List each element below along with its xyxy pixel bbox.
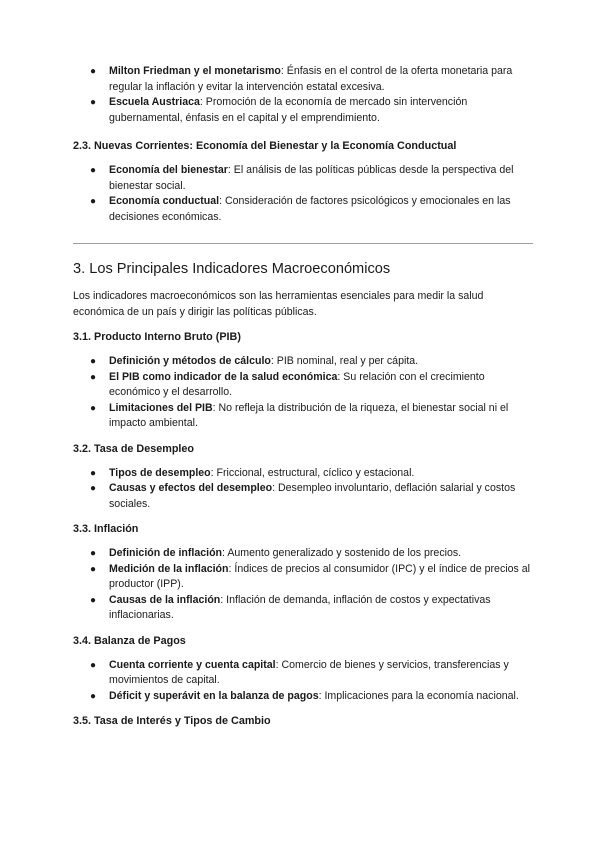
bullet-icon: ● <box>90 165 97 176</box>
item-term: Definición y métodos de cálculo <box>109 355 271 367</box>
item-term: Limitaciones del PIB <box>109 401 213 414</box>
item-text: : Aumento generalizado y sostenido de los precios. <box>222 547 462 559</box>
subsection-heading-3-1: 3.1. Producto Interno Bruto (PIB) <box>73 331 241 343</box>
list-item <box>73 593 533 624</box>
item-text: : No refleja la distribución de la riqueza, el bienestar social ni el impacto ambiental. <box>109 401 509 429</box>
item-term: Economía conductual <box>109 195 220 207</box>
item-term: Escuela Austriaca <box>109 96 200 108</box>
item-text: : Consideración de factores psicológicos y emocionales en las decisiones económicas. <box>109 195 511 223</box>
bullet-icon: ● <box>90 371 97 383</box>
section-intro: Los indicadores macroeconómicos son las herramientas esenciales para medir la salud económica de un país y dirigir las políticas públicas. <box>73 290 484 318</box>
bullet-icon: ● <box>90 548 97 559</box>
item-text: : Promoción de la economía de mercado sin intervención gubernamental, énfasis en el capital y el emprendimiento. <box>109 96 468 124</box>
item-text: : Implicaciones para la economía nacional. <box>318 689 519 702</box>
item-term: Milton Friedman y el monetarismo <box>109 65 281 77</box>
subsection-heading-3-2: 3.2. Tasa de Desempleo <box>73 442 195 455</box>
bullet-icon: ● <box>90 563 97 575</box>
item-term: Medición de la inflación <box>109 562 229 575</box>
list-item <box>73 481 533 512</box>
bullet-icon: ● <box>90 356 97 367</box>
list-item <box>73 354 533 370</box>
bullet-icon: ● <box>90 66 97 77</box>
bullet-icon: ● <box>90 690 97 702</box>
item-text: : Desempleo involuntario, deflación salarial y costos sociales. <box>109 482 516 510</box>
subsection-3-1-list <box>73 354 533 432</box>
subsection-3-3-list <box>73 546 533 624</box>
item-term: Cuenta corriente y cuenta capital <box>109 658 276 671</box>
item-term: Definición de inflación <box>109 547 223 559</box>
subsection-3-2-list <box>73 466 533 513</box>
list-item <box>73 401 533 432</box>
item-term: El PIB como indicador de la salud económica <box>109 370 338 383</box>
section-heading-2-3: 2.3. Nuevas Corrientes: Economía del Bienestar y la Economía Conductual <box>73 140 457 152</box>
item-text: : Énfasis en el control de la oferta monetaria para regular la inflación y evitar la intervención estatal excesiva. <box>109 65 513 93</box>
list-item <box>73 689 533 705</box>
item-term: Causas de la inflación <box>109 593 221 606</box>
bullet-icon: ● <box>90 97 97 108</box>
bullet-icon: ● <box>90 467 97 479</box>
list-item <box>73 194 533 225</box>
item-text: : Inflación de demanda, inflación de costos y expectativas inflacionarias. <box>109 593 491 621</box>
item-text: : El análisis de las políticas públicas desde la perspectiva del bienestar social. <box>109 164 514 192</box>
item-text: : Su relación con el crecimiento económico y el desarrollo. <box>109 370 485 398</box>
subsection-heading-3-5: 3.5. Tasa de Interés y Tipos de Cambio <box>73 715 271 727</box>
subsection-heading-3-3: 3.3. Inflación <box>73 523 139 535</box>
list-item <box>73 546 533 562</box>
list-item <box>73 95 533 126</box>
bullet-icon: ● <box>90 402 97 414</box>
list-item <box>73 466 533 482</box>
top-list <box>73 64 533 126</box>
list-item <box>73 370 533 401</box>
bullet-icon: ● <box>90 659 97 671</box>
list-item <box>73 163 533 194</box>
bullet-icon: ● <box>90 594 97 606</box>
bullet-icon: ● <box>90 196 97 207</box>
list-item <box>73 658 533 689</box>
list-item <box>73 64 533 95</box>
item-text: : Índices de precios al consumidor (IPC) y el índice de precios al productor (IPP). <box>109 562 530 590</box>
item-text: : PIB nominal, real y per cápita. <box>270 355 419 367</box>
bullet-icon: ● <box>90 483 97 494</box>
section-title-3: 3. Los Principales Indicadores Macroeconómicos <box>73 261 391 277</box>
item-term: Déficit y superávit en la balanza de pagos <box>109 689 319 702</box>
item-text: : Friccional, estructural, cíclico y estacional. <box>210 466 415 479</box>
item-term: Tipos de desempleo <box>109 466 211 479</box>
item-text: : Comercio de bienes y servicios, transferencias y movimientos de capital. <box>109 658 509 686</box>
subsection-3-4-list <box>73 658 533 705</box>
list-item <box>73 562 533 593</box>
item-term: Causas y efectos del desempleo <box>109 482 273 494</box>
subsection-heading-3-4: 3.4. Balanza de Pagos <box>73 634 186 647</box>
section-2-3-list <box>73 163 533 225</box>
document-page <box>73 64 533 729</box>
item-term: Economía del bienestar <box>109 164 228 176</box>
